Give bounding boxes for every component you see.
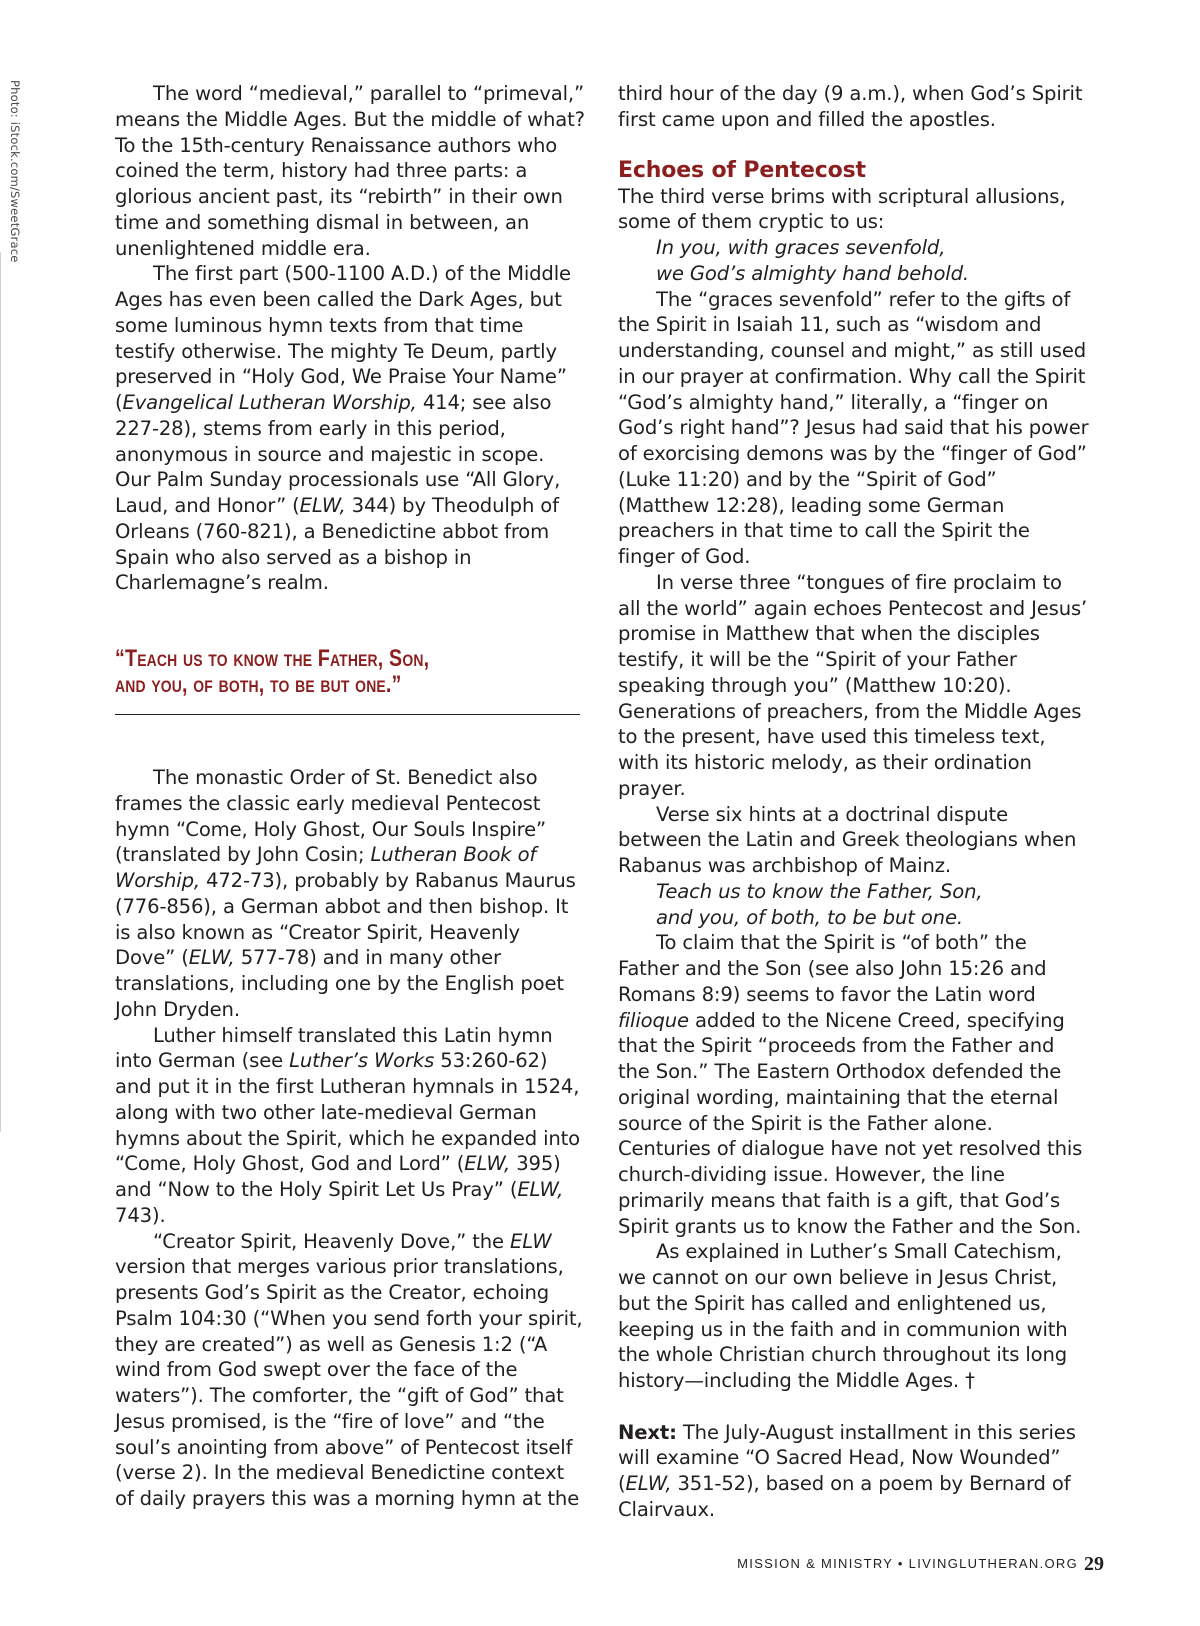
paragraph-third-verse: The third verse brims with scriptural allusions, some of them cryptic to us: xyxy=(618,184,1066,234)
verse-line: Teach us to know the Father, Son, xyxy=(656,879,983,903)
paragraph-creator-spirit xyxy=(115,1229,585,1512)
italic-word: filioque xyxy=(618,1008,689,1032)
paragraph-dispute: Verse six hints at a doctrinal dispute between the Latin and Greek theologians when Rabanus was archbishop of Mainz. xyxy=(618,802,1077,877)
spacer xyxy=(618,1394,1090,1420)
paragraph-third-hour: third hour of the day (9 a.m.), when God’s Spirit first came upon and filled the apostles. xyxy=(618,82,1083,131)
next-label: Next: xyxy=(618,1420,677,1444)
italic-title: ELW xyxy=(510,1229,552,1253)
verse-line: In you, with graces sevenfold, xyxy=(656,236,946,259)
right-column xyxy=(618,81,1090,1523)
paragraph-catechism: As explained in Luther’s Small Catechism, we cannot on our own believe in Jesus Christ, but the Spirit has called and enlightened us, keeping us in the faith and in communion with the whole Christian church throughout its long history—including the Middle Ages. † xyxy=(618,1240,1068,1392)
text-run: 414; see also 227-28), stems from early in this period, anonymous in source and majestic in scope. Our Palm Sunday processionals use “All Glory, Laud, and Honor” ( xyxy=(115,391,561,517)
text-run: 743). xyxy=(115,1203,166,1227)
paragraph-filioque xyxy=(618,930,1090,1239)
verse-line: and you, of both, to be but one. xyxy=(656,905,963,929)
italic-title: Luther’s Works xyxy=(289,1049,435,1073)
text-run: 577-78) and in many other translations, including one by the English poet John Dryden. xyxy=(115,946,564,1021)
text-run: 344) by Theodulph of Orleans (760-821), a Benedictine abbot from Spain who also served as a bishop in Charlemagne’s realm. xyxy=(115,494,559,595)
italic-title: ELW, xyxy=(299,494,346,517)
italic-title: Evangelical Lutheran Worship, xyxy=(122,391,417,414)
italic-title: ELW, xyxy=(625,1472,672,1495)
pull-quote xyxy=(115,646,574,698)
paragraph-next xyxy=(618,1420,1090,1523)
spacer xyxy=(115,715,585,765)
pull-quote-line-1: “Teach us to know the Father, Son, xyxy=(115,645,430,672)
paragraph-medieval: The word “medieval,” parallel to “primeval,” means the Middle Ages. But the middle of what? To the 15th-century Renaissance authors who coined the term, history had three parts: a glorious ancient past, its “rebirth” in their own time and something dismal in between, an unenlightened middle era. xyxy=(115,82,585,260)
text-run: The first part (500-1100 A.D.) of the Middle Ages has even been called the Dark Ages, but some luminous hymn texts from that time testify otherwise. The mighty Te Deum, partly preserved in “Holy God, We Praise Your Name” ( xyxy=(115,262,571,414)
paragraph-dark-ages xyxy=(115,261,585,596)
text-run: 53:260-62) and put it in the first Lutheran hymnals in 1524, along with two other late-medieval German hymns about the Spirit, which he expanded into “Come, Holy Ghost, God and Lord” ( xyxy=(115,1049,581,1176)
text-run: 472-73), probably by Rabanus Maurus (776-856), a German abbot and then bishop. It is also known as “Creator Spirit, Heavenly Dove” ( xyxy=(115,869,576,970)
italic-title: Lutheran Book of Worship, xyxy=(115,843,537,892)
text-run: The monastic Order of St. Benedict also frames the classic early medieval Pentecost hymn “Come, Holy Ghost, Our Souls Inspire” (translated by John Cosin; xyxy=(115,766,547,867)
text-run: added to the Nicene Creed, specifying that the Spirit “proceeds from the Father and the Son.” The Eastern Orthodox defended the original wording, maintaining that the eternal source of the Spirit is the Father alone. Centuries of dialogue have not yet resolved this church-dividing issue. However, the line primarily means that faith is a gift, that God’s Spirit grants us to know the Father and the Son. xyxy=(618,1008,1083,1238)
text-run: 395) and “Now to the Holy Spirit Let Us Pray” ( xyxy=(115,1152,561,1201)
italic-title: ELW, xyxy=(188,946,235,970)
paragraph-graces: The “graces sevenfold” refer to the gifts of the Spirit in Isaiah 11, such as “wisdom and understanding, counsel and might,” as still used in our prayer at confirmation. Why call the Spirit “God’s almighty hand,” literally, a “finger on God’s right hand”? Jesus had said that his power of exorcising demons was by the “finger of God” (Luke 11:20) and by the “Spirit of God” (Matthew 12:28), leading some German preachers in that time to call the Spirit the finger of God. xyxy=(618,287,1089,568)
verse-line: we God’s almighty hand behold. xyxy=(656,261,969,285)
text-run: Luther himself translated this Latin hymn into German (see xyxy=(115,1023,553,1073)
left-column xyxy=(115,81,585,1512)
paragraph-tongues-of-fire: In verse three “tongues of fire proclaim to all the world” again echoes Pentecost and Jesus’ promise in Matthew that when the disciples testify, it will be the “Spirit of your Father speaking through you” (Matthew 10:20). Generations of preachers, from the Middle Ages to the present, have used this timeless text, with its historic melody, as their ordination prayer. xyxy=(618,570,1088,800)
subheading: Echoes of Pentecost xyxy=(618,157,866,183)
text-run: The July-August installment in this series will examine “O Sacred Head, Now Wounded” ( xyxy=(618,1420,1076,1495)
photo-credit: Photo: iStock.com/SweetGrace xyxy=(8,80,22,263)
text-run: “Creator Spirit, Heavenly Dove,” the xyxy=(153,1229,511,1253)
text-run: 351-52), based on a poem by Bernard of Clairvaux. xyxy=(618,1472,1071,1521)
page-number: 29 xyxy=(1084,1553,1104,1575)
pull-quote-line-2: and you, of both, to be but one.” xyxy=(115,671,402,698)
italic-title: ELW, xyxy=(517,1178,564,1201)
italic-title: ELW, xyxy=(464,1152,511,1176)
footer-text: MISSION & MINISTRY • LIVINGLUTHERAN.ORG xyxy=(737,1556,1078,1571)
page-footer xyxy=(737,1553,1104,1576)
text-run: To claim that the Spirit is “of both” the Father and the Son (see also John 15:26 and Romans 8:9) seems to favor the Latin word xyxy=(618,931,1047,1006)
edge-rule xyxy=(0,252,1,1132)
text-run: version that merges various prior translations, presents God’s Spirit as the Creator, echoing Psalm 104:30 (“When you send forth your spirit, they are created”) as well as Genesis 1:2 (“A wind from God swept over the face of the waters”). The comforter, the “gift of God” that Jesus promised, is the “fire of love” and “the soul’s anointing from above” of Pentecost itself (verse 2). In the medieval Benedictine context of daily prayers this was a morning hymn at the xyxy=(115,1255,583,1510)
paragraph-luther xyxy=(115,1023,585,1229)
paragraph-benedict xyxy=(115,765,585,1023)
